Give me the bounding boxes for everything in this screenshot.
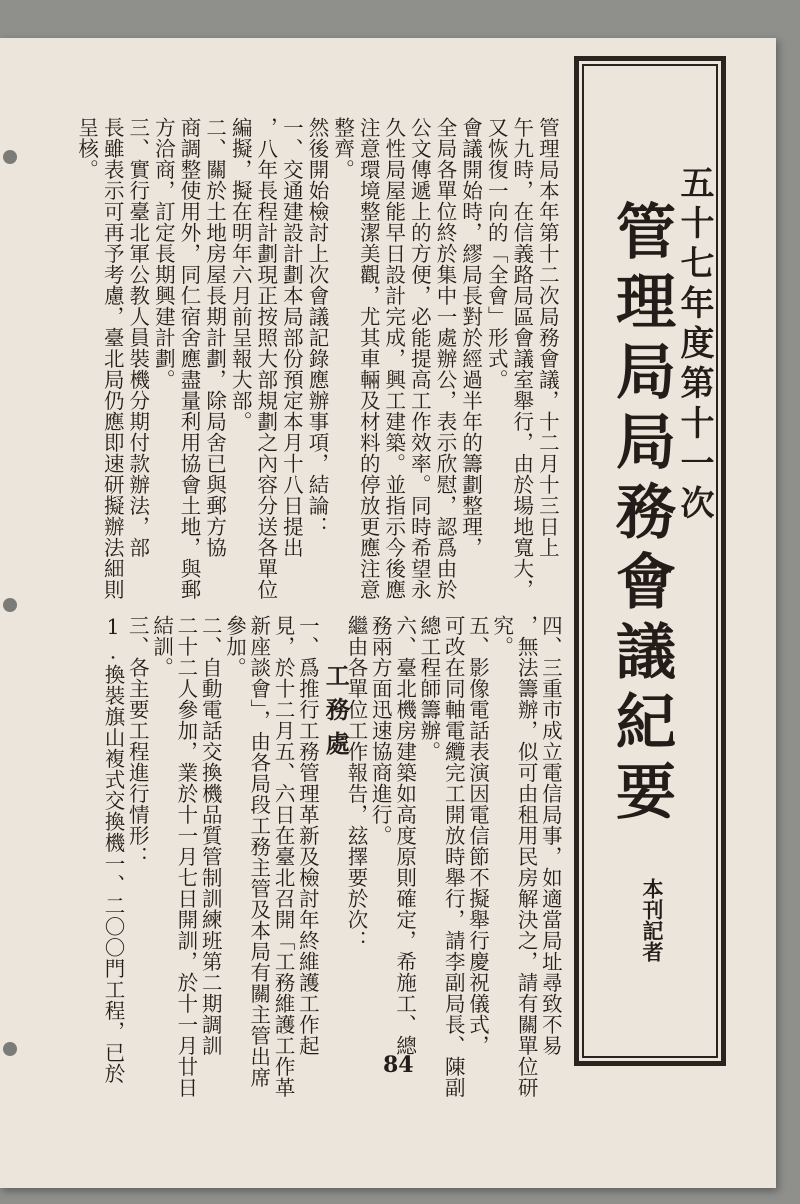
text-column: 公文傳遞上的方便，必能提高工作效率。同時希望永 <box>407 117 432 600</box>
binding-hole <box>3 598 17 612</box>
text-column: 午九時，在信義路局區會議室舉行，由於場地寬大， <box>509 117 534 600</box>
text-column: 務兩方面迅速協商進行。 <box>368 615 393 846</box>
text-column: 四、三重市成立電信局事，如適當局址尋致不易 <box>538 615 563 1056</box>
text-column: 參加。 <box>222 615 247 678</box>
text-column: 可改在同軸電纜完工開放時舉行，請李副局長、陳副 <box>441 615 466 1098</box>
text-column: 方洽商，訂定長期興建計劃。 <box>151 117 176 390</box>
text-column: 一、交通建設計劃本局部份預定本月十八日提出 <box>279 117 304 558</box>
text-column: 又恢復一向的「全會」形式。 <box>484 117 509 390</box>
text-column: 一、爲推行工務管理革新及檢討年終維護工作起 <box>295 615 320 1056</box>
text-column: 究。 <box>489 615 514 657</box>
text-column: 注意環境整潔美觀，尤其車輛及材料的停放更應注意 <box>356 117 381 600</box>
text-column: 三、各主要工程進行情形： <box>125 615 150 867</box>
binding-hole <box>3 150 17 164</box>
text-column: 然後開始檢討上次會議記錄應辦事項，結論： <box>305 117 329 537</box>
binding-hole <box>3 1042 17 1056</box>
text-column: ，無法籌辦，似可由租用民房解決之，請有關單位研 <box>514 615 539 1098</box>
text-column: 編擬，擬在明年六月前呈報大部。 <box>228 117 253 432</box>
article-byline: 本刊記者 <box>640 878 665 962</box>
text-column: 呈核。 <box>74 117 99 180</box>
text-column: 久性局屋能早日設計完成，興工建築。並指示今後應 <box>381 117 406 600</box>
text-column: 五、影像電話表演因電信節不擬舉行慶祝儀式， <box>465 615 490 1056</box>
text-column: 整齊。 <box>330 117 355 180</box>
text-column: 二、自動電話交換機品質管制訓練班第二期調訓 <box>198 615 223 1056</box>
section-heading: 工務處 <box>321 663 351 765</box>
text-column: 會議開始時，繆局長對於經過半年的籌劃整理， <box>458 117 483 558</box>
text-column: ，八年長程計劃現正按照大部規劃之內容分送各單位 <box>253 117 278 600</box>
article-title: 管理局局務會議紀要 <box>606 200 676 830</box>
text-column: 管理局本年第十二次局務會議，十二月十三日上 <box>535 117 560 558</box>
text-column: 新座談會」，由各局段工務主管及本局有關主管出席 <box>246 615 271 1088</box>
page-number: 84 <box>383 1052 414 1078</box>
article-subtitle: 五十七年度第十一次 <box>674 165 714 525</box>
text-column: 繼由各單位工作報告，玆擇要於次： <box>344 615 368 951</box>
text-column: 三、實行臺北軍公教人員裝機分期付款辦法，部 <box>125 117 150 558</box>
text-column: 六、臺北機房建築如高度原則確定，希施工、總 <box>392 615 417 1056</box>
text-column: 全局各單位終於集中一處辦公，表示欣慰，認爲由於 <box>433 117 457 600</box>
text-column: 1.換裝旗山複式交換機一、二〇〇門工程，已於 <box>101 615 125 1084</box>
text-column: 結訓。 <box>149 615 174 678</box>
text-column: 長雖表示可再予考慮，臺北局仍應即速研擬辦法細則 <box>100 117 125 600</box>
text-column: 見，於十二月五、六日在臺北召開「工務維護工作革 <box>271 615 296 1098</box>
text-column: 商調整使用外，同仁宿舍應盡量利用協會土地，與郵 <box>177 117 201 600</box>
text-column: 二十二人參加，業於十一月七日開訓，於十一月廿日 <box>173 615 198 1098</box>
text-column: 總工程師籌辦。 <box>416 615 441 762</box>
text-column: 二、關於土地房屋長期計劃，除局舍已與郵方協 <box>202 117 227 558</box>
